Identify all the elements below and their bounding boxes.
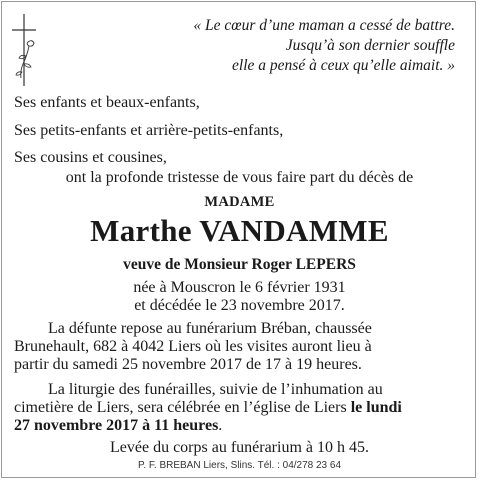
footer-funeral-director: P. F. BREBAN Liers, Slins. Tél. : 04/278 23 64 <box>137 460 342 471</box>
removal-info: Levée du corps au funérarium à 10 h 45. <box>109 439 369 456</box>
funeral-home-line-3: partir du samedi 25 novembre 2017 de 17 à 19 heures. <box>14 356 362 373</box>
family-line-3: Ses cousins et cousines, <box>14 149 167 166</box>
title-madame: MADAME <box>204 194 275 210</box>
widow-of: veuve de Monsieur Roger LEPERS <box>123 256 356 273</box>
liturgy-line-3-bold: 27 novembre 2017 à 11 heures <box>14 417 219 434</box>
birth-info: née à Mouscron le 6 février 1931 <box>133 279 346 296</box>
obituary-notice <box>1 1 476 478</box>
cross-with-rose-icon <box>12 14 38 86</box>
liturgy-line-2 <box>14 399 464 417</box>
funeral-home-paragraph <box>14 320 464 374</box>
liturgy-line-3 <box>14 417 464 435</box>
deceased-name: Marthe VANDAMME <box>90 213 389 248</box>
quote-line-2: Jusqu’à son dernier souffle <box>285 37 455 54</box>
death-info: et décédée le 23 novembre 2017. <box>134 297 345 314</box>
funeral-home-line-1: La défunte repose au funérarium Bréban, chaussée <box>48 320 372 337</box>
family-line-2: Ses petits-enfants et arrière-petits-enfants, <box>14 122 284 139</box>
liturgy-line-3-end: . <box>218 417 223 434</box>
quote-line-1: « Le cœur d’une maman a cessé de battre. <box>193 17 455 34</box>
liturgy-line-1: La liturgie des funérailles, suivie de l’inhumation au <box>48 381 383 398</box>
liturgy-line-2-text: cimetière de Liers, sera célébrée en l’église de Liers <box>14 399 351 416</box>
funeral-home-line-2: Brunehault, 682 à 4042 Liers où les visites auront lieu à <box>14 338 372 355</box>
family-line-1: Ses enfants et beaux-enfants, <box>14 94 200 111</box>
announcement: ont la profonde tristesse de vous faire part du décès de <box>65 169 414 186</box>
quote-line-3: elle a pensé à ceux qu’elle aimait. » <box>232 57 455 74</box>
liturgy-line-2-bold: le lundi <box>350 399 402 416</box>
liturgy-paragraph <box>14 381 464 435</box>
epitaph-quote <box>193 16 455 76</box>
